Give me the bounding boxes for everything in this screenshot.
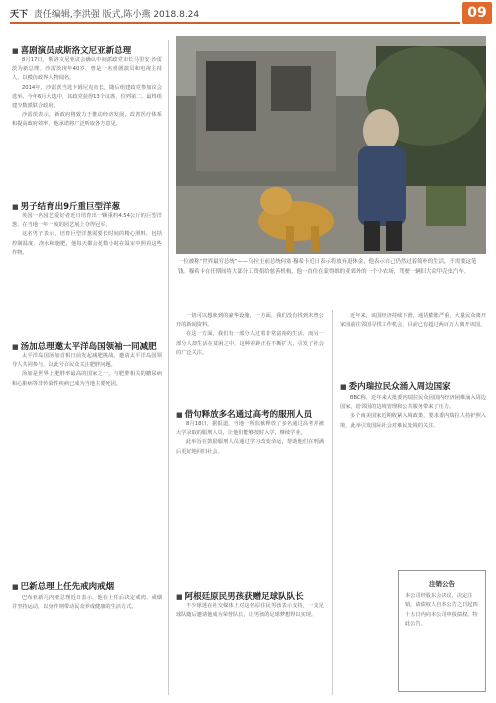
paragraph: 不少球迷在社交媒体上对这名原住民男孩表示支持，一支足球队随后邀请他成为荣誉队长，让男孩的足球梦想得以实现。 xyxy=(176,603,324,619)
column-divider xyxy=(332,310,333,695)
article-body xyxy=(12,212,162,332)
paragraph: 在这一方面，我们有一部分人过着非常富裕的生活，而另一部分人却生活在贫困之中，这种差距正在不断扩大，引发了社会的广泛关注。 xyxy=(176,331,324,356)
paragraph: 8月18日，据报道，当地一所监狱释放了多名通过高考并被大学录取的服刑人员，让他们能够按时入学，继续学业。 xyxy=(176,421,324,437)
paragraph: 多个南美国家近期收紧入境政策，要求委内瑞拉人持护照入境，此举引发国际社会对难民处境的关注。 xyxy=(340,413,486,429)
paragraph: 这名男子表示，培育巨型洋葱需要长时间的精心照料，包括控制温度、浇水和施肥，他每天都会花数小时在温室中照看这些作物。 xyxy=(12,231,162,256)
article-title: ■ 委内瑞拉民众涌入周边国家 xyxy=(340,380,451,392)
paragraph: 近年来，该国经济持续下滑，通货膨胀严重，大量民众离开家园前往邻国寻找工作机会，目前已有超过两百万人离开该国。 xyxy=(340,313,486,329)
article-body xyxy=(12,56,162,190)
article-body xyxy=(176,312,324,396)
paragraph: 汤加是世界上肥胖率最高的国家之一，与肥胖相关的糖尿病和心脏病等非传染性疾病已成为当地主要死因。 xyxy=(12,371,162,387)
header-rule xyxy=(10,22,460,24)
article-body xyxy=(176,420,324,580)
article-title: ■ 男子结育出9斤重巨型洋葱 xyxy=(12,200,120,212)
paragraph: BBC称，近年来大批委内瑞拉民众因国内经济困难涌入周边国家，给邻国的边境管理和公共服务带来了压力。 xyxy=(340,395,486,411)
section-name: 天下 xyxy=(10,10,29,20)
page-number: 09 xyxy=(462,2,492,24)
article-body xyxy=(340,312,486,374)
article-title: ■ 巴新总理上任先戒肉戒烟 xyxy=(12,580,114,592)
header-meta: 责任编辑,李洪强 版式,陈小燕 2018.8.24 xyxy=(33,10,200,20)
article-title: ■ 借句释放多名通过高考的服刑人员 xyxy=(176,408,312,420)
paragraph: 2014年，沙雷茨当选卡姆尼克市长，随后组建政党参加议会选举。今年6月大选中，其政党获得13个议席，位列第二，最终组建少数派联合政府。 xyxy=(12,84,162,110)
photo-caption: 一位被称“世界最穷总统”——乌拉圭前总统何塞·穆希卡近日表示将放弃退休金，他表示自己仍然过着简朴的生活，不需要这笔钱。穆希卡在任期间将大部分工资捐给慈善机构，他一直住在蒙得维的亚郊外的一个小农场，驾驶一辆旧大众甲壳虫汽车。 xyxy=(178,259,477,275)
article-body xyxy=(176,602,324,697)
paragraph: 太平洋岛国汤加首相日前发起减肥挑战，邀请太平洋岛国领导人共同参与，以此号召民众关注肥胖问题。 xyxy=(12,353,162,369)
paragraph: 一切可以想象到的豪华设施，一方面，我们没有找到未曾公开的新闻资料。 xyxy=(176,313,324,329)
paragraph: 8月17日，斯洛文尼亚议会确认中间派政党市长马里安·沙雷茨为新总理。沙雷茨现年40岁，曾是一名喜剧演员和电视主持人，以模仿政界人物闻名。 xyxy=(12,57,162,82)
article-body xyxy=(12,352,162,552)
paragraph: 巴布亚新几内亚总理近日表示，他在上任后决定戒肉、戒烟并坚持运动，以身作则带动民众养成健康的生活方式。 xyxy=(12,595,162,611)
column-divider xyxy=(168,40,169,695)
paragraph: 英国一名园艺爱好者近日培育出一颗重约4.54公斤的巨型洋葱，在当地一年一度的园艺展上夺得冠军。 xyxy=(12,213,162,229)
paragraph: 此举旨在鼓励服刑人员通过学习改变命运，帮助他们在刑满后更好地回归社会。 xyxy=(176,439,324,455)
notice-text: 本公司经股东会决议，决定注销。请债权人自本公告之日起四十五日内向本公司申报债权。特此公告。 xyxy=(405,593,478,628)
article-body xyxy=(340,394,486,554)
page-header xyxy=(0,0,496,26)
article-title: ■ 阿根廷原民男孩获赠足球队队长 xyxy=(176,590,304,602)
notice-title: 注销公告 xyxy=(429,580,455,588)
paragraph: 沙雷茨表示，新政府将致力于推动经济发展、改善医疗体系和提高政府效率，他承诺将广泛听取各方意见。 xyxy=(12,112,162,128)
article-title: ■ 汤加总理邀太平洋岛国领袖一同减肥 xyxy=(12,340,157,352)
photo-illustration xyxy=(176,36,486,254)
news-photo xyxy=(176,36,486,254)
header-info xyxy=(10,7,199,20)
article-body xyxy=(12,594,162,694)
notice-box xyxy=(398,570,486,692)
article-title: ■ 喜剧演员成斯洛文尼亚新总理 xyxy=(12,44,131,56)
